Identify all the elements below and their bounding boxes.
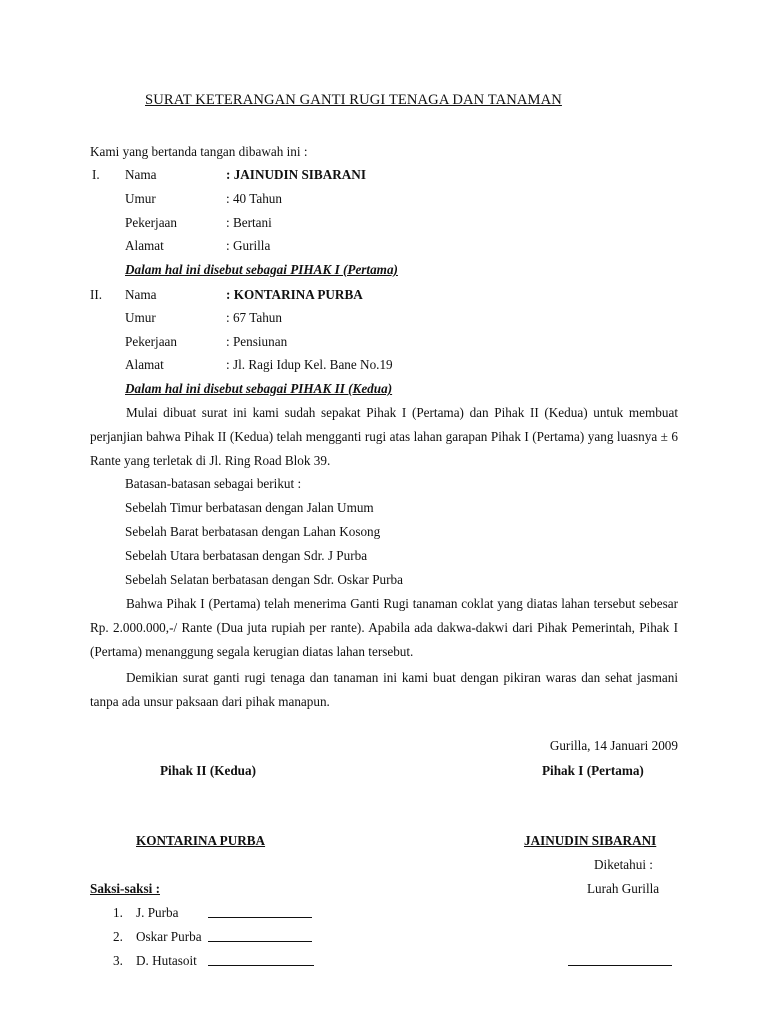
sign-right-name: JAINUDIN SIBARANI bbox=[524, 833, 657, 848]
boundary-north: Sebelah Utara berbatasan dengan Sdr. J Purba bbox=[125, 548, 368, 563]
witness-1-name: J. Purba bbox=[136, 905, 179, 920]
witness-2-number: 2. bbox=[113, 929, 123, 944]
known-by: Lurah Gurilla bbox=[587, 881, 660, 896]
witness-1-signature-line bbox=[208, 917, 312, 918]
party-1-name-label: Nama bbox=[125, 167, 157, 182]
known-label: Diketahui : bbox=[594, 857, 653, 872]
party-2-number: II. bbox=[90, 287, 103, 302]
agreement-paragraph: Mulai dibuat surat ini kami sudah sepakat Pihak I (Pertama) dan Pihak II (Kedua) untuk membuat perjanjian bahwa Pihak II (Kedua) telah mengganti rugi atas lahan garapan Pihak I (Pertama) yang luasnya ± 6 Rante yang terletak di Jl. Ring Road Blok 39. bbox=[90, 405, 678, 468]
witness-2-signature-line bbox=[208, 941, 312, 942]
document-title: SURAT KETERANGAN GANTI RUGI TENAGA DAN TANAMAN bbox=[145, 92, 562, 108]
sign-left-name: KONTARINA PURBA bbox=[136, 833, 266, 848]
party-2-name-label: Nama bbox=[125, 287, 157, 302]
party-1-job-label: Pekerjaan bbox=[125, 215, 177, 230]
party-1-job-value: : Bertani bbox=[226, 215, 272, 230]
witness-3-name: D. Hutasoit bbox=[136, 953, 197, 968]
sign-left-role: Pihak II (Kedua) bbox=[160, 763, 256, 778]
party-2-address-value: : Jl. Ragi Idup Kel. Bane No.19 bbox=[226, 357, 393, 372]
witness-heading: Saksi-saksi : bbox=[90, 881, 160, 896]
place-date: Gurilla, 14 Januari 2009 bbox=[549, 738, 678, 753]
party-1-note: Dalam hal ini disebut sebagai PIHAK I (Pertama) bbox=[125, 262, 398, 277]
closing-paragraph: Demikian surat ganti rugi tenaga dan tanaman ini kami buat dengan pikiran waras dan sehat jasmani tanpa ada unsur paksaan dari pihak manapun. bbox=[90, 670, 678, 709]
boundary-south: Sebelah Selatan berbatasan dengan Sdr. Oskar Purba bbox=[125, 572, 403, 587]
sign-right-role: Pihak I (Pertama) bbox=[542, 763, 644, 778]
party-1-age-label: Umur bbox=[125, 191, 156, 206]
lurah-signature-line bbox=[568, 965, 672, 966]
witness-3-signature-line bbox=[208, 965, 314, 966]
party-2-job-value: : Pensiunan bbox=[226, 334, 288, 349]
party-2-job-label: Pekerjaan bbox=[125, 334, 177, 349]
party-2-address-label: Alamat bbox=[125, 357, 164, 372]
boundary-east: Sebelah Timur berbatasan dengan Jalan Umum bbox=[125, 500, 374, 515]
intro-text: Kami yang bertanda tangan dibawah ini : bbox=[90, 144, 308, 159]
party-2-name-value: : KONTARINA PURBA bbox=[226, 287, 363, 302]
witness-1-number: 1. bbox=[113, 905, 123, 920]
party-1-age-value: : 40 Tahun bbox=[226, 191, 282, 206]
compensation-paragraph: Bahwa Pihak I (Pertama) telah menerima Ganti Rugi tanaman coklat yang diatas lahan tersebut sebesar Rp. 2.000.000,-/ Rante (Dua juta rupiah per rante). Apabila ada dakwa-dakwi dari Pihak Pemerintah, Pihak I (Pertama) menanggung segala kerugian diatas lahan tersebut. bbox=[90, 596, 678, 659]
party-2-note: Dalam hal ini disebut sebagai PIHAK II (Kedua) bbox=[125, 381, 393, 396]
boundary-west: Sebelah Barat berbatasan dengan Lahan Kosong bbox=[125, 524, 381, 539]
party-2-age-label: Umur bbox=[125, 310, 156, 325]
party-1-address-value: : Gurilla bbox=[226, 238, 271, 253]
party-1-name-value: : JAINUDIN SIBARANI bbox=[226, 167, 366, 182]
witness-3-number: 3. bbox=[113, 953, 123, 968]
witness-2-name: Oskar Purba bbox=[136, 929, 202, 944]
party-1-address-label: Alamat bbox=[125, 238, 164, 253]
party-1-number: I. bbox=[92, 167, 100, 182]
party-2-age-value: : 67 Tahun bbox=[226, 310, 282, 325]
boundaries-intro: Batasan-batasan sebagai berikut : bbox=[125, 476, 302, 491]
